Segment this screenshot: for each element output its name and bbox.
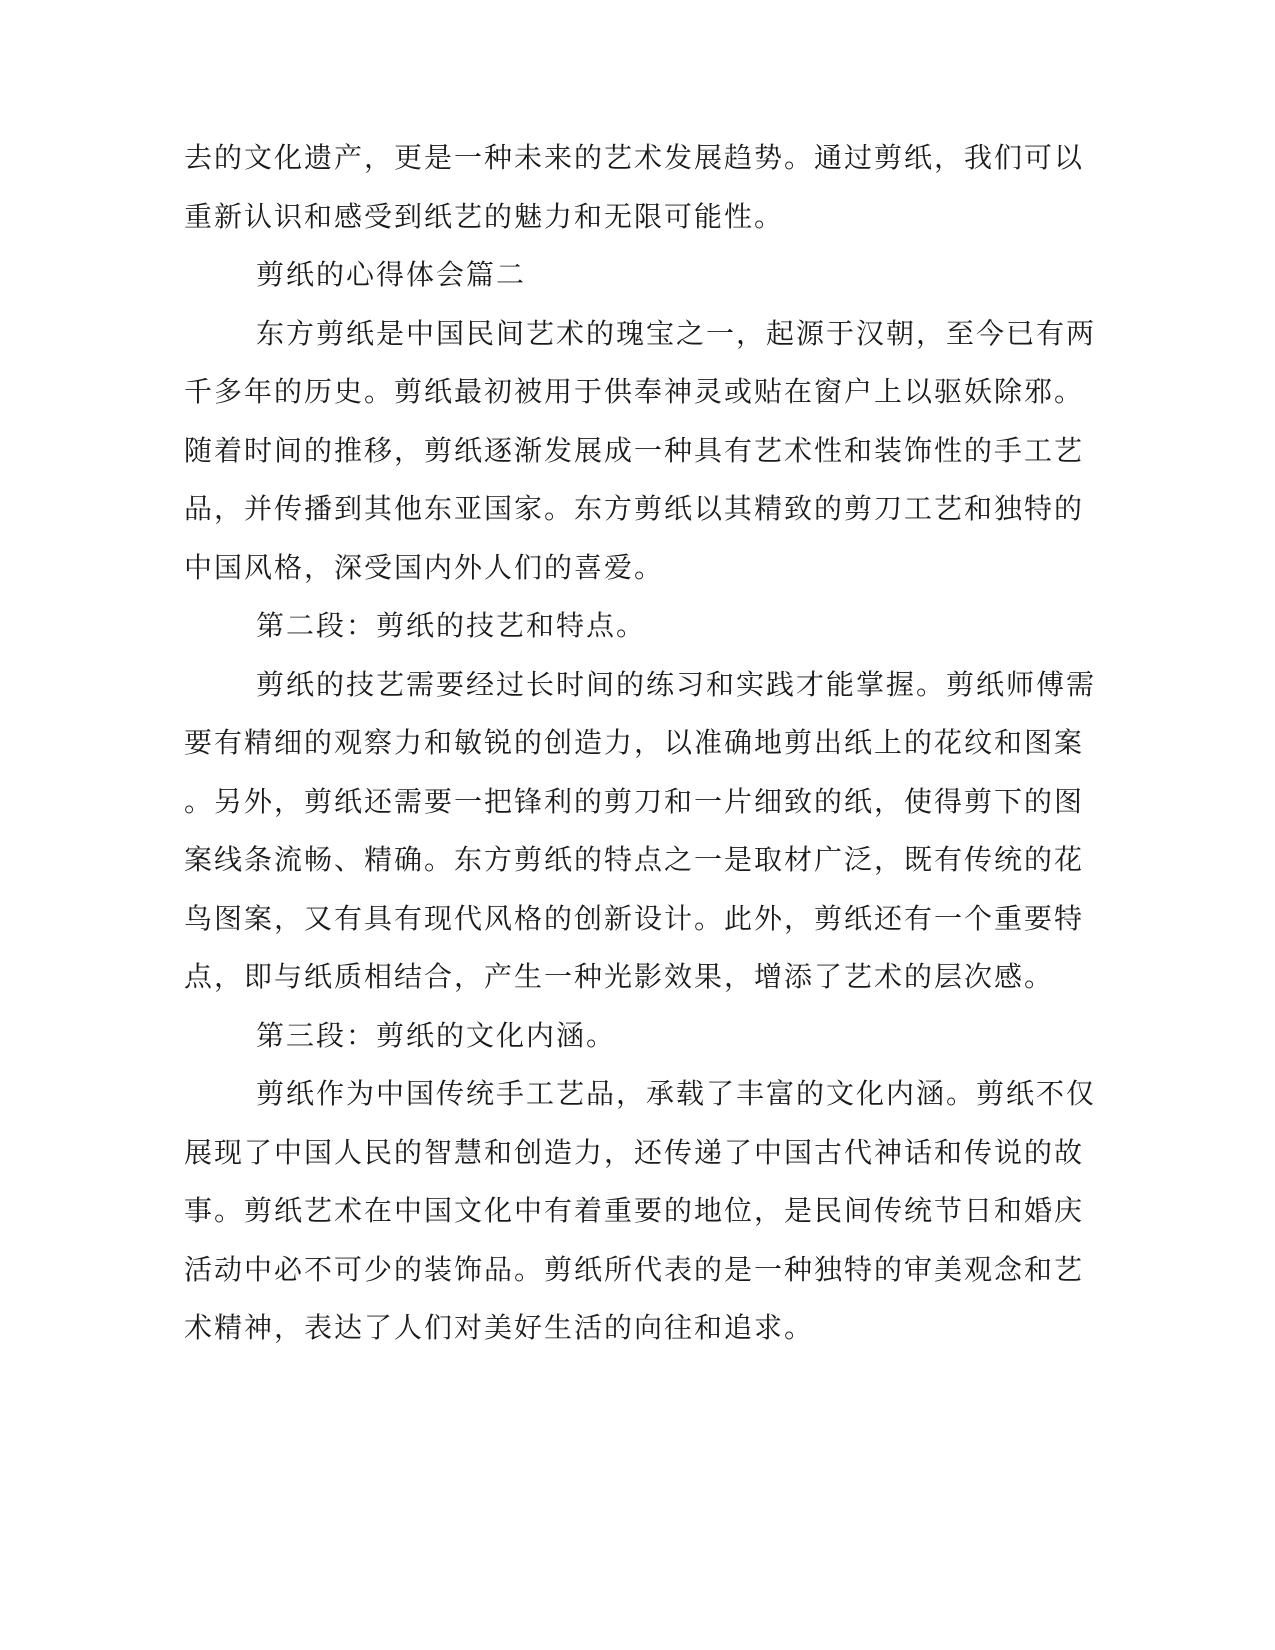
text-line: 去的文化遗产，更是一种未来的艺术发展趋势。通过剪纸，我们可以 [184,141,1085,174]
text-line: 品，并传播到其他东亚国家。东方剪纸以其精致的剪刀工艺和独特的 [184,492,1085,525]
section-heading: 第二段：剪纸的技艺和特点。 [256,609,647,642]
text-line: 活动中必不可少的装饰品。剪纸所代表的是一种独特的审美观念和艺 [184,1252,1085,1286]
text-line: 随着时间的推移，剪纸逐渐发展成一种具有艺术性和装饰性的手工艺 [184,433,1085,467]
document-body [184,129,1097,1358]
text-line: 展现了中国人民的智慧和创造力，还传递了中国古代神话和传说的故 [184,1135,1085,1169]
text-line: 鸟图案，又有具有现代风格的创新设计。此外，剪纸还有一个重要特 [184,901,1085,935]
text-line: 剪纸作为中国传统手工艺品，承载了丰富的文化内涵。剪纸不仅 [256,1077,1097,1110]
section-heading: 第三段：剪纸的文化内涵。 [256,1018,617,1052]
text-line: 术精神，表达了人们对美好生活的向往和追求。 [184,1311,815,1344]
text-line: 事。剪纸艺术在中国文化中有着重要的地位，是民间传统节日和婚庆 [184,1194,1085,1227]
text-line: 案线条流畅、精确。东方剪纸的特点之一是取材广泛，既有传统的花 [184,843,1085,876]
section-heading: 剪纸的心得体会篇二 [256,258,527,291]
text-line: 东方剪纸是中国民间艺术的瑰宝之一，起源于汉朝，至今已有两 [256,316,1097,350]
text-line: 要有精细的观察力和敏锐的创造力，以准确地剪出纸上的花纹和图案 [184,726,1085,759]
text-line: 。另外，剪纸还需要一把锋利的剪刀和一片细致的纸，使得剪下的图 [184,784,1085,818]
text-line: 点，即与纸质相结合，产生一种光影效果，增添了艺术的层次感。 [184,960,1055,993]
text-line: 中国风格，深受国内外人们的喜爱。 [184,550,665,584]
text-line: 剪纸的技艺需要经过长时间的练习和实践才能掌握。剪纸师傅需 [256,667,1097,701]
text-line: 重新认识和感受到纸艺的魅力和无限可能性。 [184,199,785,233]
text-line: 千多年的历史。剪纸最初被用于供奉神灵或贴在窗户上以驱妖除邪。 [184,375,1085,408]
